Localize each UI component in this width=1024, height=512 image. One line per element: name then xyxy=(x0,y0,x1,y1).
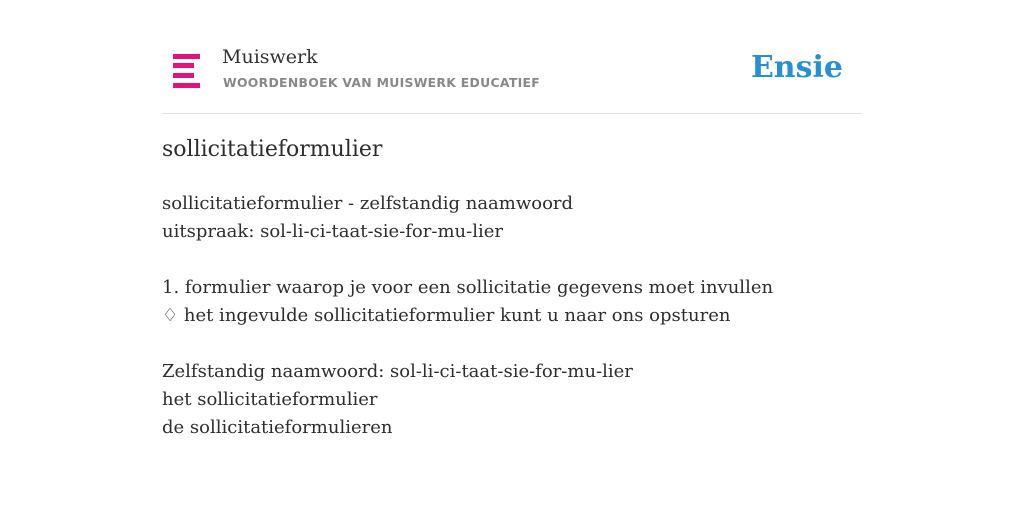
logo-bar-top xyxy=(173,54,200,59)
ensie-logo[interactable]: Ensie xyxy=(750,50,843,85)
plural-form-line: de sollicitatieformulieren xyxy=(162,417,393,438)
singular-form-line: het sollicitatieformulier xyxy=(162,389,378,410)
page-title: sollicitatieformulier xyxy=(162,137,383,162)
header xyxy=(162,40,862,114)
example-line: ♢ het ingevulde sollicitatieformulier kunt u naar ons opsturen xyxy=(162,305,731,326)
logo-bar-bottom xyxy=(173,83,200,88)
blank-line xyxy=(162,246,862,274)
logo-bar-lower-middle xyxy=(173,73,194,78)
hyphenation-line: Zelfstandig naamwoord: sol-li-ci-taat-sie-for-mu-lier xyxy=(162,361,633,382)
definition-content xyxy=(162,190,862,442)
logo-bar-upper-middle xyxy=(173,63,194,68)
word-class-line: sollicitatieformulier - zelfstandig naamwoord xyxy=(162,193,574,214)
pronunciation-line: uitspraak: sol-li-ci-taat-sie-for-mu-lier xyxy=(162,221,503,242)
definition-line: 1. formulier waarop je voor een sollicitatie gegevens moet invullen xyxy=(162,277,774,298)
brand-name[interactable]: Muiswerk xyxy=(222,46,318,68)
blank-line xyxy=(162,330,862,358)
brand-subtitle: WOORDENBOEK VAN MUISWERK EDUCATIEF xyxy=(223,75,541,90)
muiswerk-logo-icon[interactable] xyxy=(173,54,200,88)
